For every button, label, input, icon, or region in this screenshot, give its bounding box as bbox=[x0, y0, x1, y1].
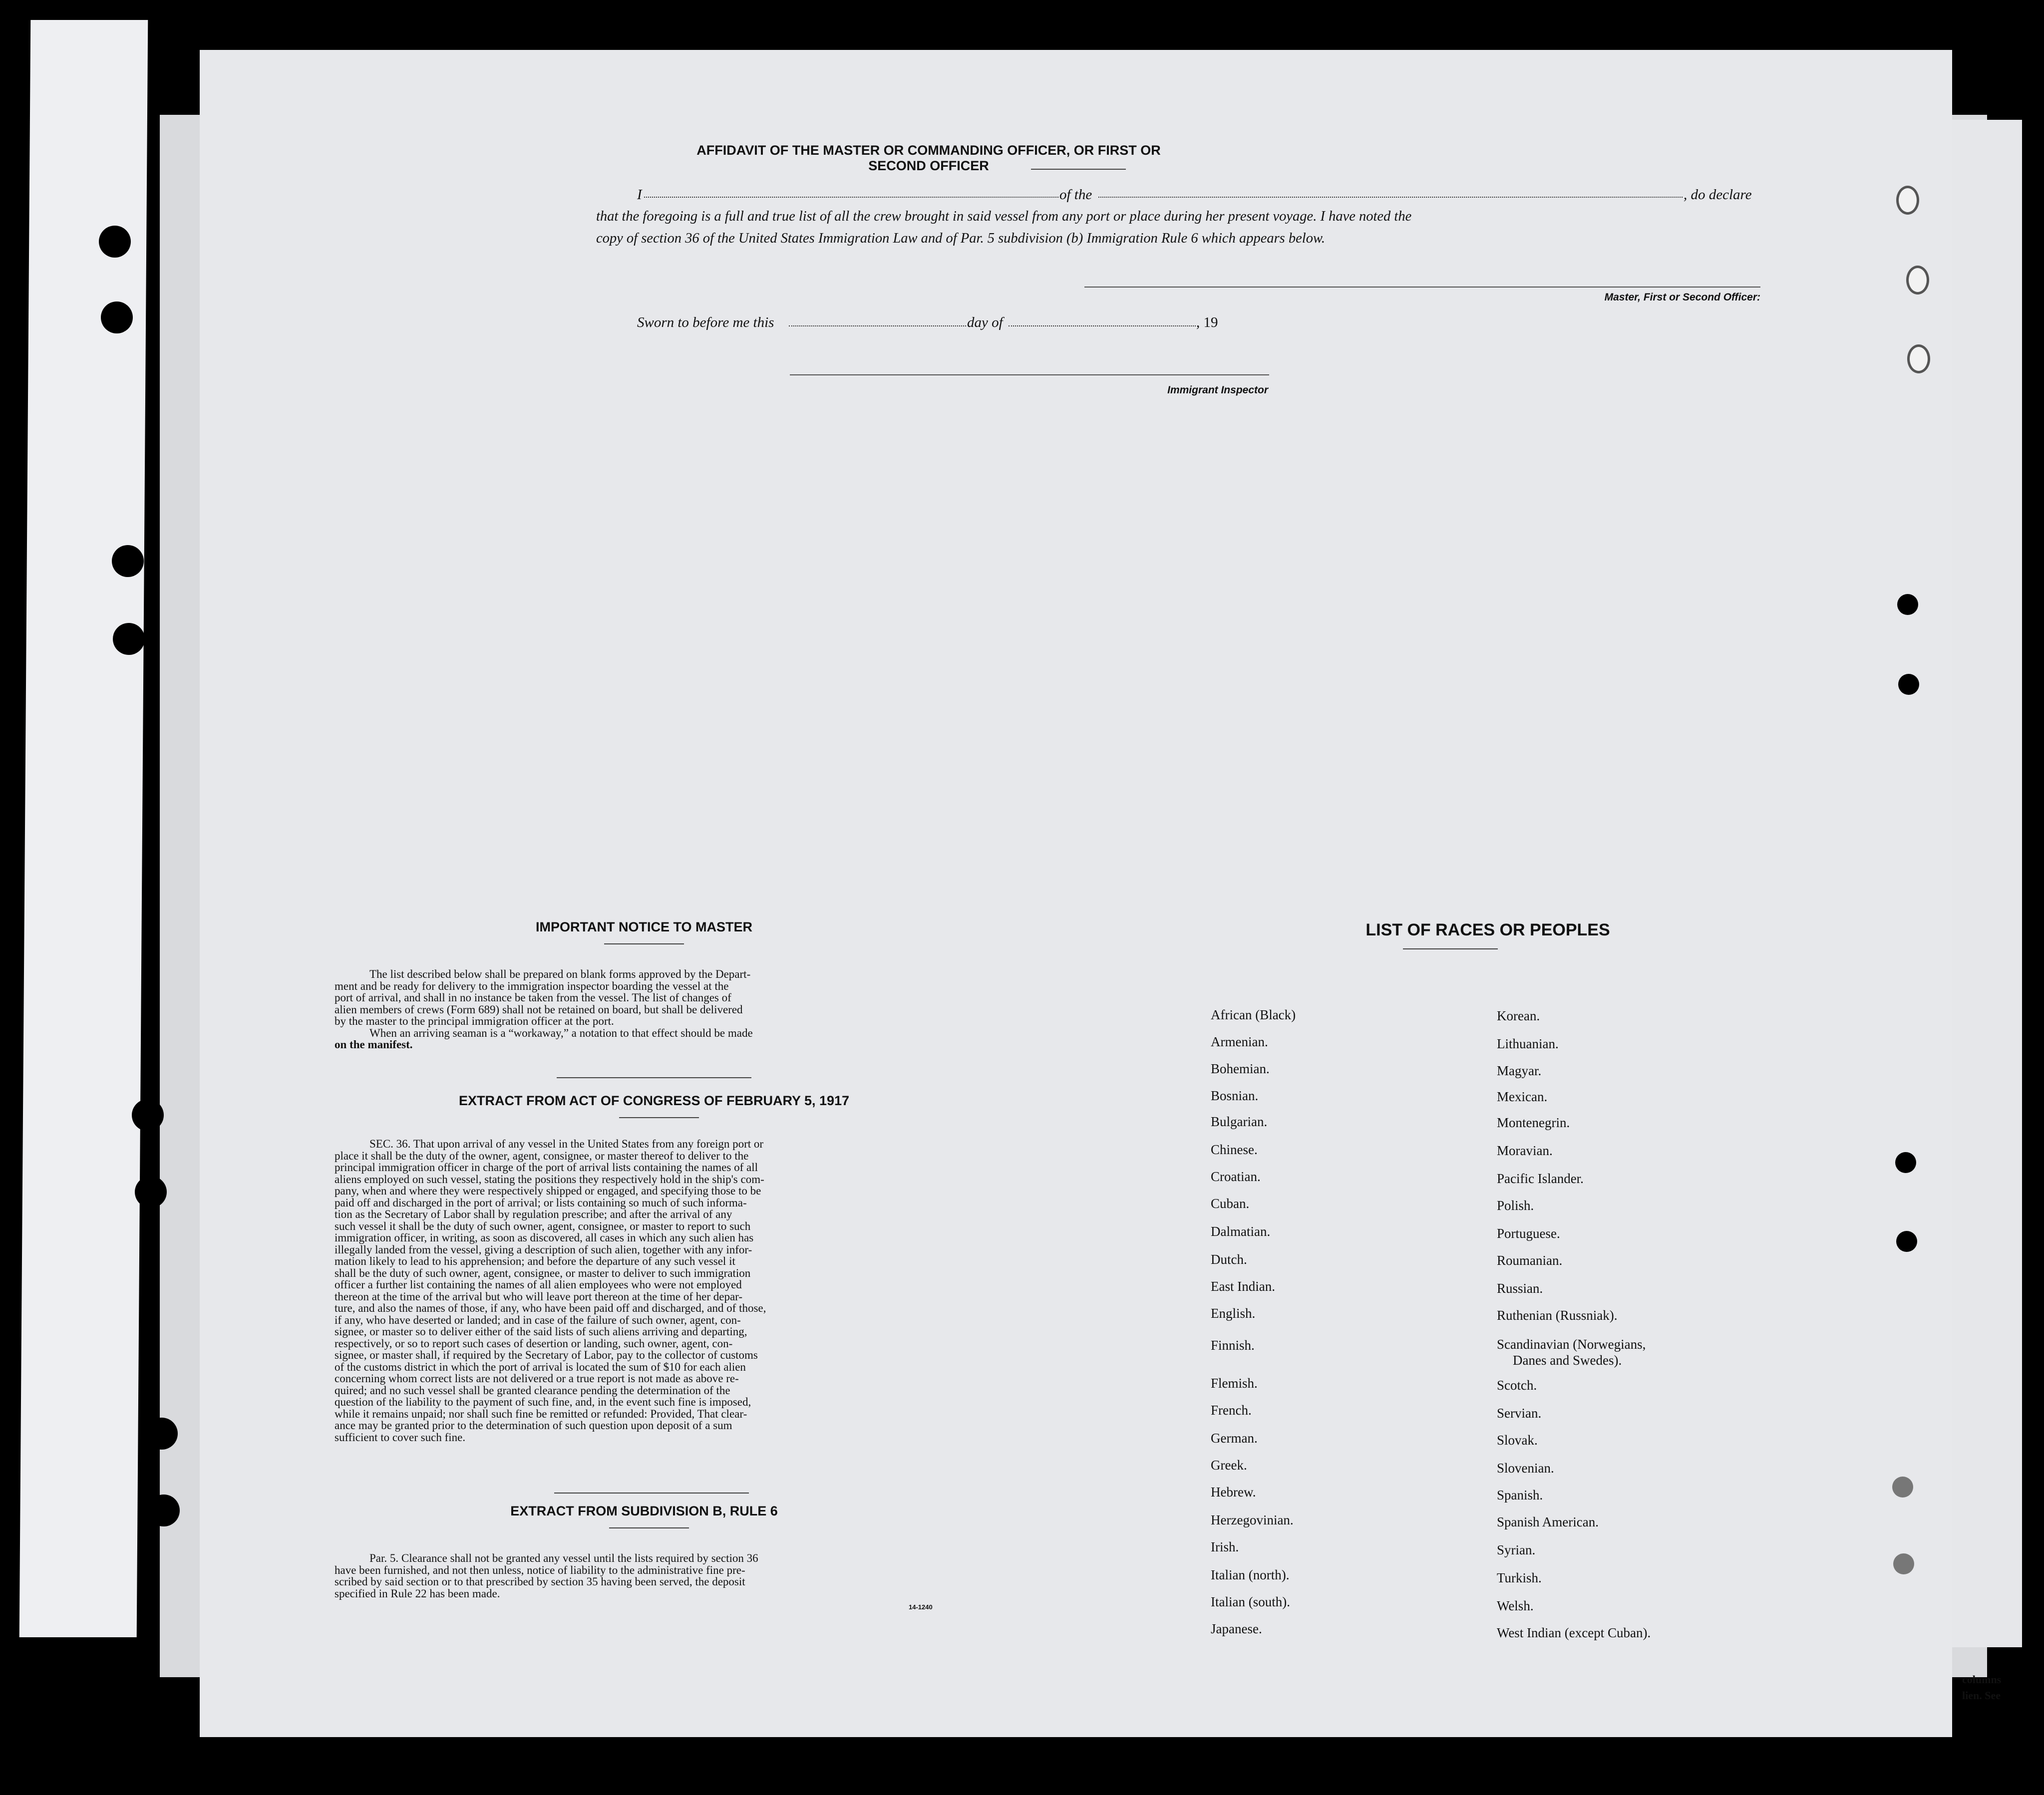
notice-paragraph: The list described below shall be prepared on blank forms approved by the Depart- ment and be ready for delivery to the immigration inspector boarding the vessel at the port of arrival, and shall in no instance be taken from the vessel. The list of changes of alien members of crews (Form 689) shall not be retained on board, but shall be delivered by the master to the principal immigration officer at the port. When an arriving seaman is a “workaway,” a notation to that effect should be made on the manifest. bbox=[335, 968, 753, 1051]
section-rule bbox=[557, 1077, 751, 1078]
punch-hole bbox=[101, 301, 133, 333]
race-item: Bohemian. bbox=[1211, 1061, 1270, 1076]
text-line: shall be the duty of such owner, agent, consignee, or master to deliver to such immigration bbox=[335, 1266, 751, 1279]
race-item: Ruthenian (Russniak). bbox=[1497, 1308, 1618, 1323]
text-line: mation likely to lead to his apprehension; and before the departure of any such vessel it bbox=[335, 1255, 735, 1267]
affidavit-i: I bbox=[637, 187, 642, 203]
binder-hole bbox=[1893, 1553, 1914, 1574]
race-item: French. bbox=[1211, 1403, 1252, 1418]
race-item: Russian. bbox=[1497, 1281, 1543, 1296]
year-text: , 19 bbox=[1196, 314, 1218, 330]
text-line: signee, or master so to deliver either of the said lists of such aliens arriving and departing, bbox=[335, 1325, 747, 1338]
sworn-day-field[interactable] bbox=[789, 325, 966, 326]
text-line: Par. 5. Clearance shall not be granted any vessel until the lists required by section 36 bbox=[369, 1552, 758, 1564]
race-item: Bulgarian. bbox=[1211, 1114, 1268, 1129]
text-line: of the customs district in which the port of arrival is located the sum of $10 for each alien bbox=[335, 1360, 746, 1373]
section-rule-2 bbox=[554, 1493, 749, 1494]
race-item: Japanese. bbox=[1211, 1621, 1262, 1636]
text-line: SEC. 36. That upon arrival of any vessel in the United States from any foreign port or bbox=[369, 1138, 764, 1150]
race-item: Italian (south). bbox=[1211, 1594, 1290, 1609]
text-line: signee, or master shall, if required by the Secretary of Labor, pay to the collector of customs bbox=[335, 1349, 758, 1361]
text-line: sufficient to cover such fine. bbox=[335, 1431, 466, 1444]
race-item: Roumanian. bbox=[1497, 1253, 1563, 1268]
race-item: Hebrew. bbox=[1211, 1485, 1256, 1499]
race-item: Polish. bbox=[1497, 1198, 1534, 1213]
text-line: illegally landed from the vessel, giving a description of such alien, together with any infor- bbox=[335, 1243, 752, 1256]
binder-hole bbox=[1895, 1152, 1916, 1173]
day-of-text: day of bbox=[967, 314, 1003, 330]
ring-hole bbox=[1906, 266, 1929, 295]
title-rule bbox=[1031, 169, 1126, 170]
race-item: Croatian. bbox=[1211, 1169, 1261, 1184]
race-item: Italian (north). bbox=[1211, 1567, 1290, 1582]
race-item: Montenegrin. bbox=[1497, 1115, 1570, 1130]
race-item: West Indian (except Cuban). bbox=[1497, 1625, 1651, 1640]
affidavit-title: AFFIDAVIT OF THE MASTER OR COMMANDING OFFICER, OR FIRST OR SECOND OFFICER bbox=[696, 143, 1161, 173]
race-item: Danes and Swedes). bbox=[1513, 1353, 1622, 1368]
race-item: Turkish. bbox=[1497, 1570, 1542, 1585]
vessel-field[interactable] bbox=[1098, 197, 1683, 198]
race-item: Syrian. bbox=[1497, 1542, 1536, 1557]
act-title: EXTRACT FROM ACT OF CONGRESS OF FEBRUARY 5, 1917 bbox=[458, 1093, 850, 1108]
race-item: Mexican. bbox=[1497, 1089, 1548, 1104]
binder-hole bbox=[1897, 594, 1918, 615]
race-item: Slovenian. bbox=[1497, 1461, 1554, 1476]
race-item: Greek. bbox=[1211, 1458, 1247, 1473]
act-rule bbox=[619, 1117, 699, 1118]
text-line: if any, who have deserted or landed; and in case of the failure of such owner, agent, con- bbox=[335, 1313, 741, 1326]
master-label: Master, First or Second Officer: bbox=[1604, 292, 1760, 303]
race-item: Lithuanian. bbox=[1497, 1036, 1559, 1051]
name-field[interactable] bbox=[644, 197, 1058, 198]
text-line: respectively, or so to report such cases of desertion or landing, such owner, agent, con- bbox=[335, 1337, 733, 1350]
race-item: Scandinavian (Norwegians, bbox=[1497, 1337, 1646, 1352]
text-line: aliens employed on such vessel, stating the positions they respectively hold in the ship's com- bbox=[335, 1173, 764, 1186]
race-item: Herzegovinian. bbox=[1211, 1512, 1294, 1527]
text-line: scribed by said section or to that prescribed by section 35 having been served, the deposit bbox=[335, 1575, 745, 1588]
text-line: pany, when and where they were respectively shipped or engaged, and specifying those to be bbox=[335, 1185, 761, 1197]
text-line: have been furnished, and not then unless, notice of liability to the administrative fine pre- bbox=[335, 1563, 745, 1576]
left-paper-strip bbox=[19, 20, 148, 1637]
punch-hole bbox=[148, 1495, 180, 1526]
edge-text-2: lien. See bbox=[1962, 1689, 2001, 1702]
races-rule bbox=[1403, 948, 1498, 949]
race-item: Magyar. bbox=[1497, 1063, 1542, 1078]
punch-hole bbox=[99, 226, 131, 258]
notice-title: IMPORTANT NOTICE TO MASTER bbox=[536, 919, 752, 934]
text-line: such vessel it shall be the duty of such owner, agent, consignee, or master to report to such bbox=[335, 1219, 751, 1232]
ring-hole bbox=[1896, 186, 1919, 215]
inspector-signature-line[interactable] bbox=[790, 374, 1269, 375]
text-line: question of the liability to the payment of such fine, and, in the event such fine is imposed, bbox=[335, 1396, 751, 1408]
sworn-month-field[interactable] bbox=[1009, 325, 1196, 326]
race-item: Cuban. bbox=[1211, 1196, 1250, 1211]
race-item: Irish. bbox=[1211, 1539, 1239, 1554]
affidavit-line-2: that the foregoing is a full and true list of all the crew brought in said vessel from any port or place during her present voyage. I have noted the bbox=[596, 209, 1412, 224]
rule6-paragraph bbox=[335, 1552, 944, 1599]
race-item: African (Black) bbox=[1211, 1007, 1296, 1022]
punch-hole bbox=[146, 1418, 178, 1450]
text-line: thereon at the time of the arrival but who will leave port thereon at the time of her depar- bbox=[335, 1290, 743, 1303]
race-item: Portuguese. bbox=[1497, 1226, 1560, 1241]
affidavit-declare: , do declare bbox=[1684, 187, 1752, 203]
race-item: Spanish American. bbox=[1497, 1514, 1599, 1529]
right-paper-sheet bbox=[1947, 120, 2022, 1647]
text-line: paid off and discharged in the port of arrival; or lists containing so much of such informa- bbox=[335, 1196, 747, 1209]
races-title: LIST OF RACES OR PEOPLES bbox=[1365, 920, 1610, 939]
text-line: concerning whom correct lists are not delivered or a true report is not made as above re- bbox=[335, 1372, 739, 1385]
race-item: Slovak. bbox=[1497, 1433, 1538, 1448]
text-line: specified in Rule 22 has been made. bbox=[335, 1587, 500, 1600]
race-item: Dutch. bbox=[1211, 1252, 1247, 1267]
master-signature-line[interactable] bbox=[1084, 287, 1760, 288]
rule6-title: EXTRACT FROM SUBDIVISION B, RULE 6 bbox=[510, 1503, 778, 1518]
punch-hole bbox=[112, 545, 144, 577]
rule6-rule bbox=[609, 1527, 689, 1528]
race-item: Servian. bbox=[1497, 1406, 1542, 1421]
race-item: Dalmatian. bbox=[1211, 1224, 1271, 1239]
text-line: quired; and no such vessel shall be granted clearance pending the determination of the bbox=[335, 1384, 730, 1397]
text-line: immigration officer, in writing, as soon as discovered, all cases in which any such alien has bbox=[335, 1231, 754, 1244]
punch-hole bbox=[113, 623, 145, 655]
race-item: Korean. bbox=[1497, 1008, 1540, 1023]
text-line: place it shall be the duty of the owner, agent, consignee, or master thereof to deliver to the bbox=[335, 1149, 749, 1162]
inspector-label: Immigrant Inspector bbox=[1167, 384, 1268, 396]
text-line: ture, and also the names of those, if any, who have been paid off and discharged, and of those, bbox=[335, 1302, 766, 1314]
race-item: Welsh. bbox=[1497, 1598, 1534, 1613]
race-item: English. bbox=[1211, 1306, 1256, 1321]
sworn-text: Sworn to before me this bbox=[637, 314, 774, 330]
binder-hole bbox=[1896, 1231, 1917, 1252]
text-line: principal immigration officer in charge of the port of arrival lists containing the names of all bbox=[335, 1161, 758, 1174]
race-item: Finnish. bbox=[1211, 1338, 1255, 1353]
affidavit-line-3: copy of section 36 of the United States Immigration Law and of Par. 5 subdivision (b) Immigration Rule 6 which appears below. bbox=[596, 231, 1325, 246]
text-line: ance may be granted prior to the determination of such question upon deposit of a sum bbox=[335, 1419, 732, 1432]
race-item: Spanish. bbox=[1497, 1488, 1543, 1502]
race-item: Moravian. bbox=[1497, 1143, 1553, 1158]
race-item: Chinese. bbox=[1211, 1142, 1258, 1157]
form-number: 14-1240 bbox=[909, 1603, 933, 1611]
punch-hole bbox=[135, 1176, 167, 1208]
race-item: Flemish. bbox=[1211, 1376, 1258, 1391]
text-line: tion as the Secretary of Labor shall by regulation prescribe; and after the arrival of any bbox=[335, 1208, 732, 1220]
race-item: East Indian. bbox=[1211, 1279, 1275, 1294]
race-item: German. bbox=[1211, 1431, 1258, 1446]
affidavit-of-the: of the bbox=[1059, 187, 1092, 203]
notice-rule bbox=[604, 943, 684, 944]
text-line: officer a further list containing the names of all alien employees who were not employed bbox=[335, 1278, 742, 1291]
edge-text-1: columns bbox=[1962, 1673, 2002, 1686]
punch-hole bbox=[132, 1099, 164, 1131]
manifest-back-page bbox=[200, 50, 1952, 1737]
binder-hole bbox=[1898, 674, 1919, 695]
race-item: Pacific Islander. bbox=[1497, 1171, 1584, 1186]
race-item: Scotch. bbox=[1497, 1378, 1537, 1393]
ring-hole bbox=[1907, 344, 1930, 373]
act-section-36 bbox=[335, 1138, 944, 1443]
race-item: Bosnian. bbox=[1211, 1088, 1259, 1103]
binder-hole bbox=[1892, 1477, 1913, 1497]
race-item: Armenian. bbox=[1211, 1034, 1268, 1049]
text-line: while it remains unpaid; nor shall such fine be remitted or refunded: Provided, That clear- bbox=[335, 1407, 747, 1420]
